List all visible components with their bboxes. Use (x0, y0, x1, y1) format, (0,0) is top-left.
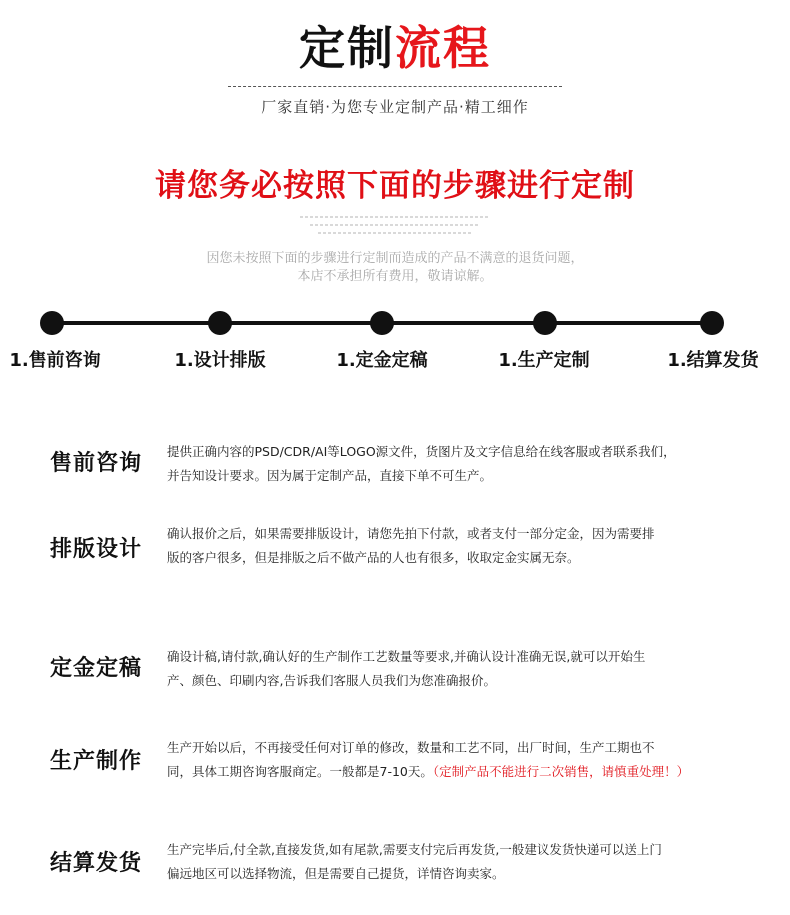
page-title-red: 流程 (395, 21, 491, 75)
section-line: 并告知设计要求。因为属于定制产品，直接下单不可生产。 (167, 468, 493, 483)
section-body-shipping (167, 838, 767, 886)
page-subtitle: 厂家直销·为您专业定制产品·精工细作 (261, 98, 529, 116)
timeline-dot (40, 311, 64, 335)
section-body-production (167, 736, 767, 784)
timeline-dot (370, 311, 394, 335)
step-label-production: 1.生产定制 (498, 350, 590, 371)
section-line: 生产开始以后，不再接受任何对订单的修改，数量和工艺不同，出厂时间，生产工期也不 (167, 740, 655, 755)
timeline-dot (208, 311, 232, 335)
section-body-consult (167, 440, 767, 488)
step-label-consult: 1.售前咨询 (9, 350, 101, 371)
section-title-layout: 排版设计 (50, 537, 143, 562)
warning-text: （定制产品不能进行二次销售，请慎重处理！） (432, 764, 690, 779)
decorative-line (300, 216, 490, 218)
section-line: 产、颜色、印刷内容,告诉我们客服人员我们为您准确报价。 (167, 673, 496, 688)
disclaimer-line-2: 本店不承担所有费用，敬请谅解。 (297, 269, 493, 284)
timeline-dot (700, 311, 724, 335)
section-line: 版的客户很多，但是排版之后不做产品的人也有很多，收取定金实属无奈。 (167, 550, 580, 565)
decorative-line (310, 224, 480, 226)
step-label-shipping: 1.结算发货 (667, 350, 759, 371)
timeline-dot (533, 311, 557, 335)
step-label-design: 1.设计排版 (174, 350, 266, 371)
section-line (167, 760, 767, 784)
section-title-consult: 售前咨询 (50, 451, 143, 476)
section-line: 确认报价之后，如果需要排版设计，请您先拍下付款，或者支付一部分定金，因为需要排 (167, 526, 655, 541)
section-line-text: 同，具体工期咨询客服商定。一般都是7-10天。 (167, 764, 433, 779)
page-title-black: 定制 (299, 21, 395, 75)
disclaimer-line-1: 因您未按照下面的步骤进行定制而造成的产品不满意的退货问题， (206, 251, 584, 266)
section-title-production: 生产制作 (50, 749, 143, 774)
title-divider (228, 86, 562, 87)
section-title-deposit: 定金定稿 (50, 656, 143, 681)
section-line: 偏远地区可以选择物流，但是需要自己提货，详情咨询卖家。 (167, 866, 505, 881)
section-body-layout (167, 522, 767, 570)
notice-heading: 请您务必按照下面的步骤进行定制 (155, 168, 635, 204)
section-title-shipping: 结算发货 (50, 851, 143, 876)
disclaimer (0, 250, 790, 286)
section-body-deposit (167, 645, 767, 693)
section-line: 生产完毕后,付全款,直接发货,如有尾款,需要支付完后再发货,一般建议发货快递可以送上门 (167, 842, 662, 857)
section-line: 确设计稿,请付款,确认好的生产制作工艺数量等要求,并确认设计准确无误,就可以开始生 (167, 649, 646, 664)
decorative-line (318, 232, 472, 234)
section-line: 提供正确内容的PSD/CDR/AI等LOGO源文件，货图片及文字信息给在线客服或者联系我们， (167, 444, 676, 459)
step-label-deposit: 1.定金定稿 (336, 350, 428, 371)
page-title (0, 18, 790, 78)
